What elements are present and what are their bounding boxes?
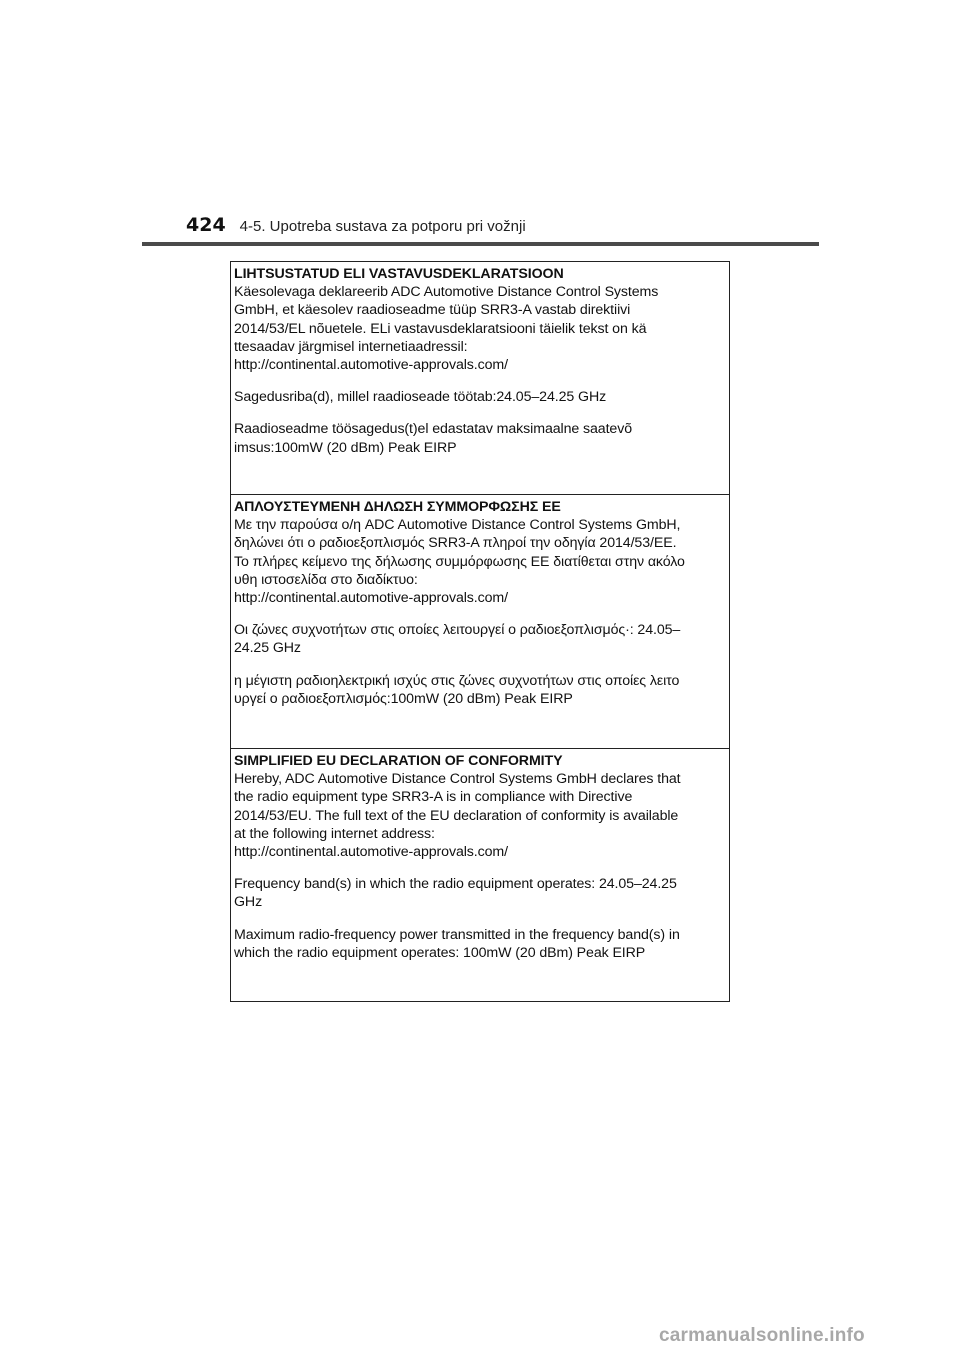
text-line: 24.25 GHz [234, 640, 301, 657]
chapter-title: 4-5. Upotreba sustava za potporu pri vožnji [239, 218, 526, 235]
frequency-band-text [234, 621, 729, 657]
declaration-section-english [231, 748, 729, 1001]
text-line: which the radio equipment operates: 100mW (20 dBm) Peak EIRP [234, 944, 646, 961]
declaration-body [234, 283, 729, 374]
text-line: υργεί ο ραδιοεξοπλισμός:100mW (20 dBm) Peak EIRP [234, 690, 573, 707]
text-line: δηλώνει ότι ο ραδιοεξοπλισμός SRR3-A πληροί την οδηγία 2014/53/ΕΕ. [234, 535, 677, 552]
text-line: Με την παρούσα ο/η ADC Automotive Distance Control Systems GmbH, [234, 517, 681, 534]
text-line: 2014/53/EL nõuetele. ELi vastavusdeklaratsiooni täielik tekst on kä [234, 320, 647, 337]
text-line: υθη ιστοσελίδα στο διαδίκτυο: [234, 571, 418, 588]
text-line: Käesolevaga deklareerib ADC Automotive Distance Control Systems [234, 284, 659, 301]
declaration-title: LIHTSUSTATUD ELI VASTAVUSDEKLARATSIOON [234, 266, 564, 282]
text-line: Το πλήρες κείμενο της δήλωσης συμμόρφωσης ΕΕ διατίθεται στην ακόλο [234, 553, 685, 570]
declaration-body [234, 516, 729, 607]
text-line: at the following internet address: [234, 825, 435, 842]
declaration-section-greek [231, 494, 729, 748]
text-line: Raadioseadme töösagedus(t)el edastatav maksimaalne saatevõ [234, 421, 632, 438]
max-power-text [234, 672, 729, 708]
text-line: GmbH, et käesolev raadioseadme tüüp SRR3-A vastab direktiivi [234, 302, 631, 319]
text-line: Sagedusriba(d), millel raadioseade töötab:24.05–24.25 GHz [234, 389, 607, 406]
declaration-title: SIMPLIFIED EU DECLARATION OF CONFORMITY [234, 753, 563, 769]
text-line: η μέγιστη ραδιοηλεκτρική ισχύς στις ζώνες συχνοτήτων στις οποίες λειτο [234, 672, 680, 689]
declaration-box [230, 261, 730, 1002]
watermark: carmanualsonline.info [659, 1325, 865, 1346]
page-number: 424 [186, 214, 226, 236]
declaration-section-estonian [231, 262, 729, 494]
text-line: the radio equipment type SRR3-A is in compliance with Directive [234, 789, 633, 806]
text-line: Οι ζώνες συχνοτήτων στις οποίες λειτουργεί ο ραδιοεξοπλισμός·: 24.05– [234, 622, 681, 639]
url-line: http://continental.automotive-approvals.com/ [234, 590, 508, 607]
header-rule [142, 242, 819, 246]
url-line: http://continental.automotive-approvals.com/ [234, 844, 508, 861]
frequency-band-text [234, 875, 729, 911]
text-line: imsus:100mW (20 dBm) Peak EIRP [234, 439, 457, 456]
text-line: Frequency band(s) in which the radio equipment operates: 24.05–24.25 [234, 876, 677, 893]
text-line: Hereby, ADC Automotive Distance Control Systems GmbH declares that [234, 771, 681, 788]
max-power-text [234, 420, 729, 456]
text-line: GHz [234, 894, 263, 911]
text-line: ttesaadav järgmisel internetiaadressil: [234, 338, 468, 355]
text-line: Maximum radio-frequency power transmitted in the frequency band(s) in [234, 926, 680, 943]
url-line: http://continental.automotive-approvals.com/ [234, 357, 508, 374]
declaration-body [234, 770, 729, 861]
text-line: 2014/53/EU. The full text of the EU declaration of conformity is available [234, 807, 679, 824]
max-power-text [234, 926, 729, 962]
frequency-band-text [234, 388, 729, 406]
page-header [186, 214, 526, 240]
declaration-title: ΑΠΛΟΥΣΤΕΥΜΕΝΗ ΔΗΛΩΣΗ ΣΥΜΜΟΡΦΩΣΗΣ ΕΕ [234, 499, 561, 515]
